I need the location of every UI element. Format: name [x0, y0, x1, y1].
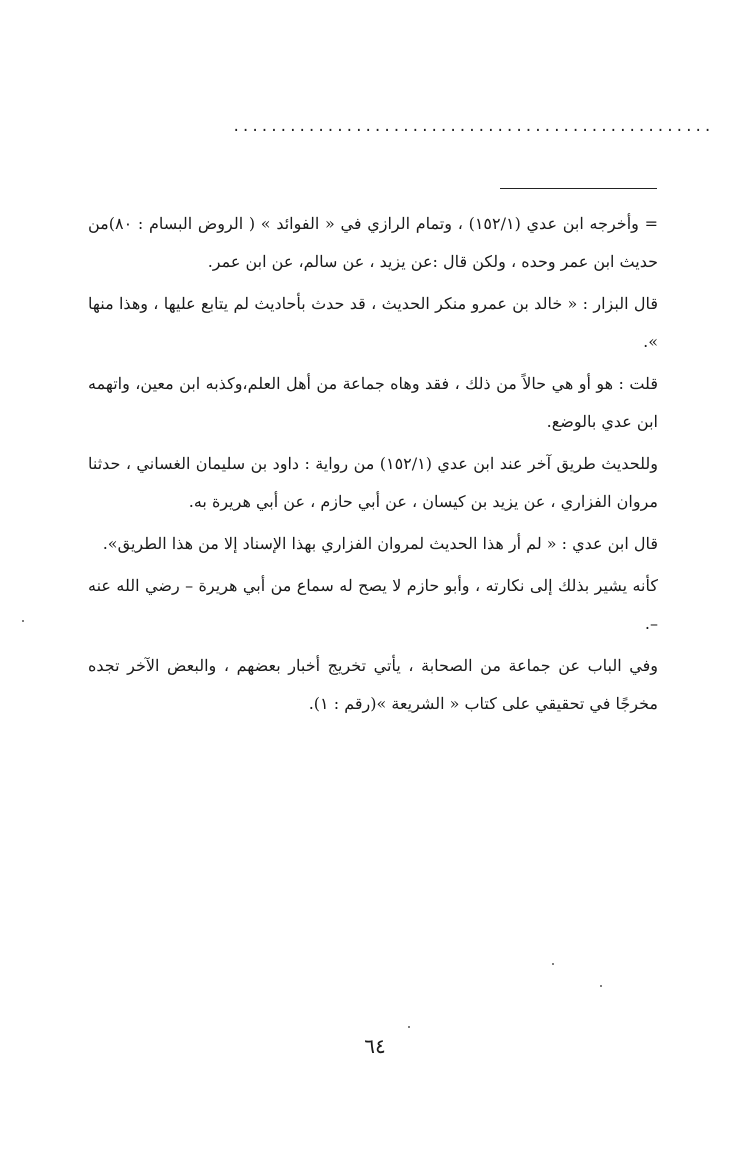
footnote-paragraph-7: وفي الباب عن جماعة من الصحابة ، يأتي تخريج أخبار بعضهم ، والبعض الآخر تجده مخرجًا في تحقيقي على كتاب « الشريعة »(رقم : ١). — [88, 656, 658, 713]
page-number: ٦٤ — [364, 1034, 386, 1058]
footnote-body — [88, 205, 658, 723]
dotted-separator: ................................................... — [232, 119, 713, 135]
scan-speck — [408, 1026, 410, 1028]
scan-speck — [22, 620, 24, 622]
scan-speck — [552, 963, 554, 965]
footnote-paragraph-3: قلت : هو أو هي حالاً من ذلك ، فقد وهاه جماعة من أهل العلم،وكذبه ابن معين، واتهمه ابن عدي بالوضع. — [88, 374, 659, 431]
footnote-paragraph-4: وللحديث طريق آخر عند ابن عدي (١٥٢/١) من رواية : داود بن سليمان الغساني ، حدثنا مروان الفزاري ، عن يزيد بن كيسان ، عن أبي حازم ، عن أبي هريرة به. — [88, 454, 659, 511]
scan-speck — [600, 985, 602, 987]
footnote-paragraph-6: كأنه يشير بذلك إلى نكارته ، وأبو حازم لا يصح له سماع من أبي هريرة – رضي الله عنه –. — [88, 576, 658, 633]
footnote-paragraph-5: قال ابن عدي : « لم أر هذا الحديث لمروان الفزاري بهذا الإسناد إلا من هذا الطريق». — [102, 534, 658, 553]
footnote-paragraph-2: قال البزار : « خالد بن عمرو منكر الحديث ، قد حدث بأحاديث لم يتابع عليها ، وهذا منها ». — [88, 294, 659, 351]
footnote-paragraph-1: = وأخرجه ابن عدي (١٥٢/١) ، وتمام الرازي في « الفوائد » ( الروض البسام : ٨٠)من حديث ابن عمر وحده ، ولكن قال :عن يزيد ، عن سالم، عن ابن عمر. — [88, 214, 658, 271]
footnote-rule — [500, 188, 657, 189]
